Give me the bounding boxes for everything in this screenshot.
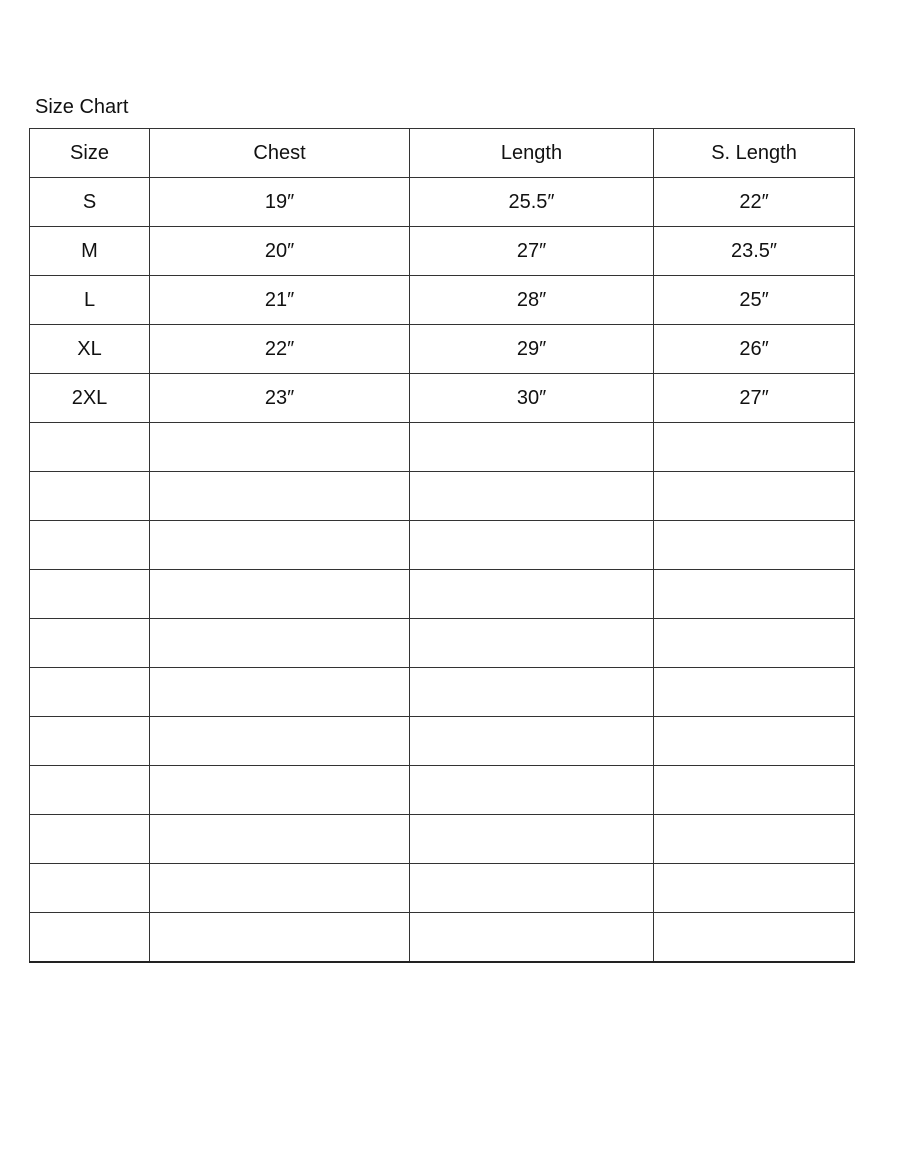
table-row (30, 815, 855, 864)
cell-size (30, 472, 150, 521)
cell-length (410, 717, 654, 766)
cell-chest: 19″ (150, 178, 410, 227)
cell-length (410, 472, 654, 521)
cell-length: 30″ (410, 374, 654, 423)
cell-size: L (30, 276, 150, 325)
cell-size: 2XL (30, 374, 150, 423)
cell-chest: 23″ (150, 374, 410, 423)
cell-chest: 21″ (150, 276, 410, 325)
cell-length (410, 570, 654, 619)
cell-length: 28″ (410, 276, 654, 325)
cell-s-length (654, 521, 855, 570)
cell-chest (150, 766, 410, 815)
cell-s-length: 25″ (654, 276, 855, 325)
table-row (30, 766, 855, 815)
table-row (30, 325, 855, 374)
cell-size: XL (30, 325, 150, 374)
table-row (30, 570, 855, 619)
cell-length (410, 668, 654, 717)
cell-chest (150, 913, 410, 962)
cell-size: M (30, 227, 150, 276)
cell-s-length (654, 815, 855, 864)
table-row (30, 864, 855, 913)
cell-s-length (654, 766, 855, 815)
cell-s-length (654, 668, 855, 717)
cell-s-length (654, 472, 855, 521)
cell-length (410, 864, 654, 913)
header-s-length: S. Length (654, 129, 855, 178)
table-row (30, 668, 855, 717)
cell-chest (150, 668, 410, 717)
cell-s-length (654, 864, 855, 913)
cell-chest (150, 619, 410, 668)
table-header-row (30, 129, 855, 178)
cell-s-length (654, 913, 855, 962)
cell-s-length: 26″ (654, 325, 855, 374)
cell-length: 25.5″ (410, 178, 654, 227)
cell-s-length (654, 423, 855, 472)
table-row (30, 423, 855, 472)
table-row (30, 374, 855, 423)
table-row (30, 913, 855, 962)
cell-chest (150, 423, 410, 472)
cell-length: 27″ (410, 227, 654, 276)
cell-length: 29″ (410, 325, 654, 374)
cell-size (30, 668, 150, 717)
cell-chest (150, 570, 410, 619)
page-title: Size Chart (35, 96, 129, 118)
table-row (30, 472, 855, 521)
cell-chest (150, 717, 410, 766)
cell-s-length: 23.5″ (654, 227, 855, 276)
cell-size (30, 913, 150, 962)
table-row (30, 717, 855, 766)
cell-size (30, 864, 150, 913)
cell-size (30, 570, 150, 619)
cell-chest (150, 521, 410, 570)
cell-length (410, 521, 654, 570)
table-row (30, 227, 855, 276)
cell-s-length (654, 619, 855, 668)
table-row (30, 619, 855, 668)
cell-chest (150, 864, 410, 913)
cell-size (30, 766, 150, 815)
cell-chest: 20″ (150, 227, 410, 276)
size-chart-table (29, 128, 855, 963)
cell-s-length: 22″ (654, 178, 855, 227)
header-size: Size (30, 129, 150, 178)
header-chest: Chest (150, 129, 410, 178)
table-body (30, 178, 855, 962)
cell-length (410, 766, 654, 815)
cell-chest (150, 815, 410, 864)
cell-s-length (654, 717, 855, 766)
cell-size (30, 521, 150, 570)
table-row (30, 276, 855, 325)
cell-size (30, 619, 150, 668)
table-row (30, 178, 855, 227)
cell-length (410, 913, 654, 962)
cell-size (30, 423, 150, 472)
cell-chest (150, 472, 410, 521)
cell-length (410, 423, 654, 472)
cell-chest: 22″ (150, 325, 410, 374)
cell-size (30, 717, 150, 766)
cell-length (410, 815, 654, 864)
header-length: Length (410, 129, 654, 178)
cell-size: S (30, 178, 150, 227)
cell-s-length (654, 570, 855, 619)
cell-length (410, 619, 654, 668)
cell-s-length: 27″ (654, 374, 855, 423)
table-row (30, 521, 855, 570)
cell-size (30, 815, 150, 864)
